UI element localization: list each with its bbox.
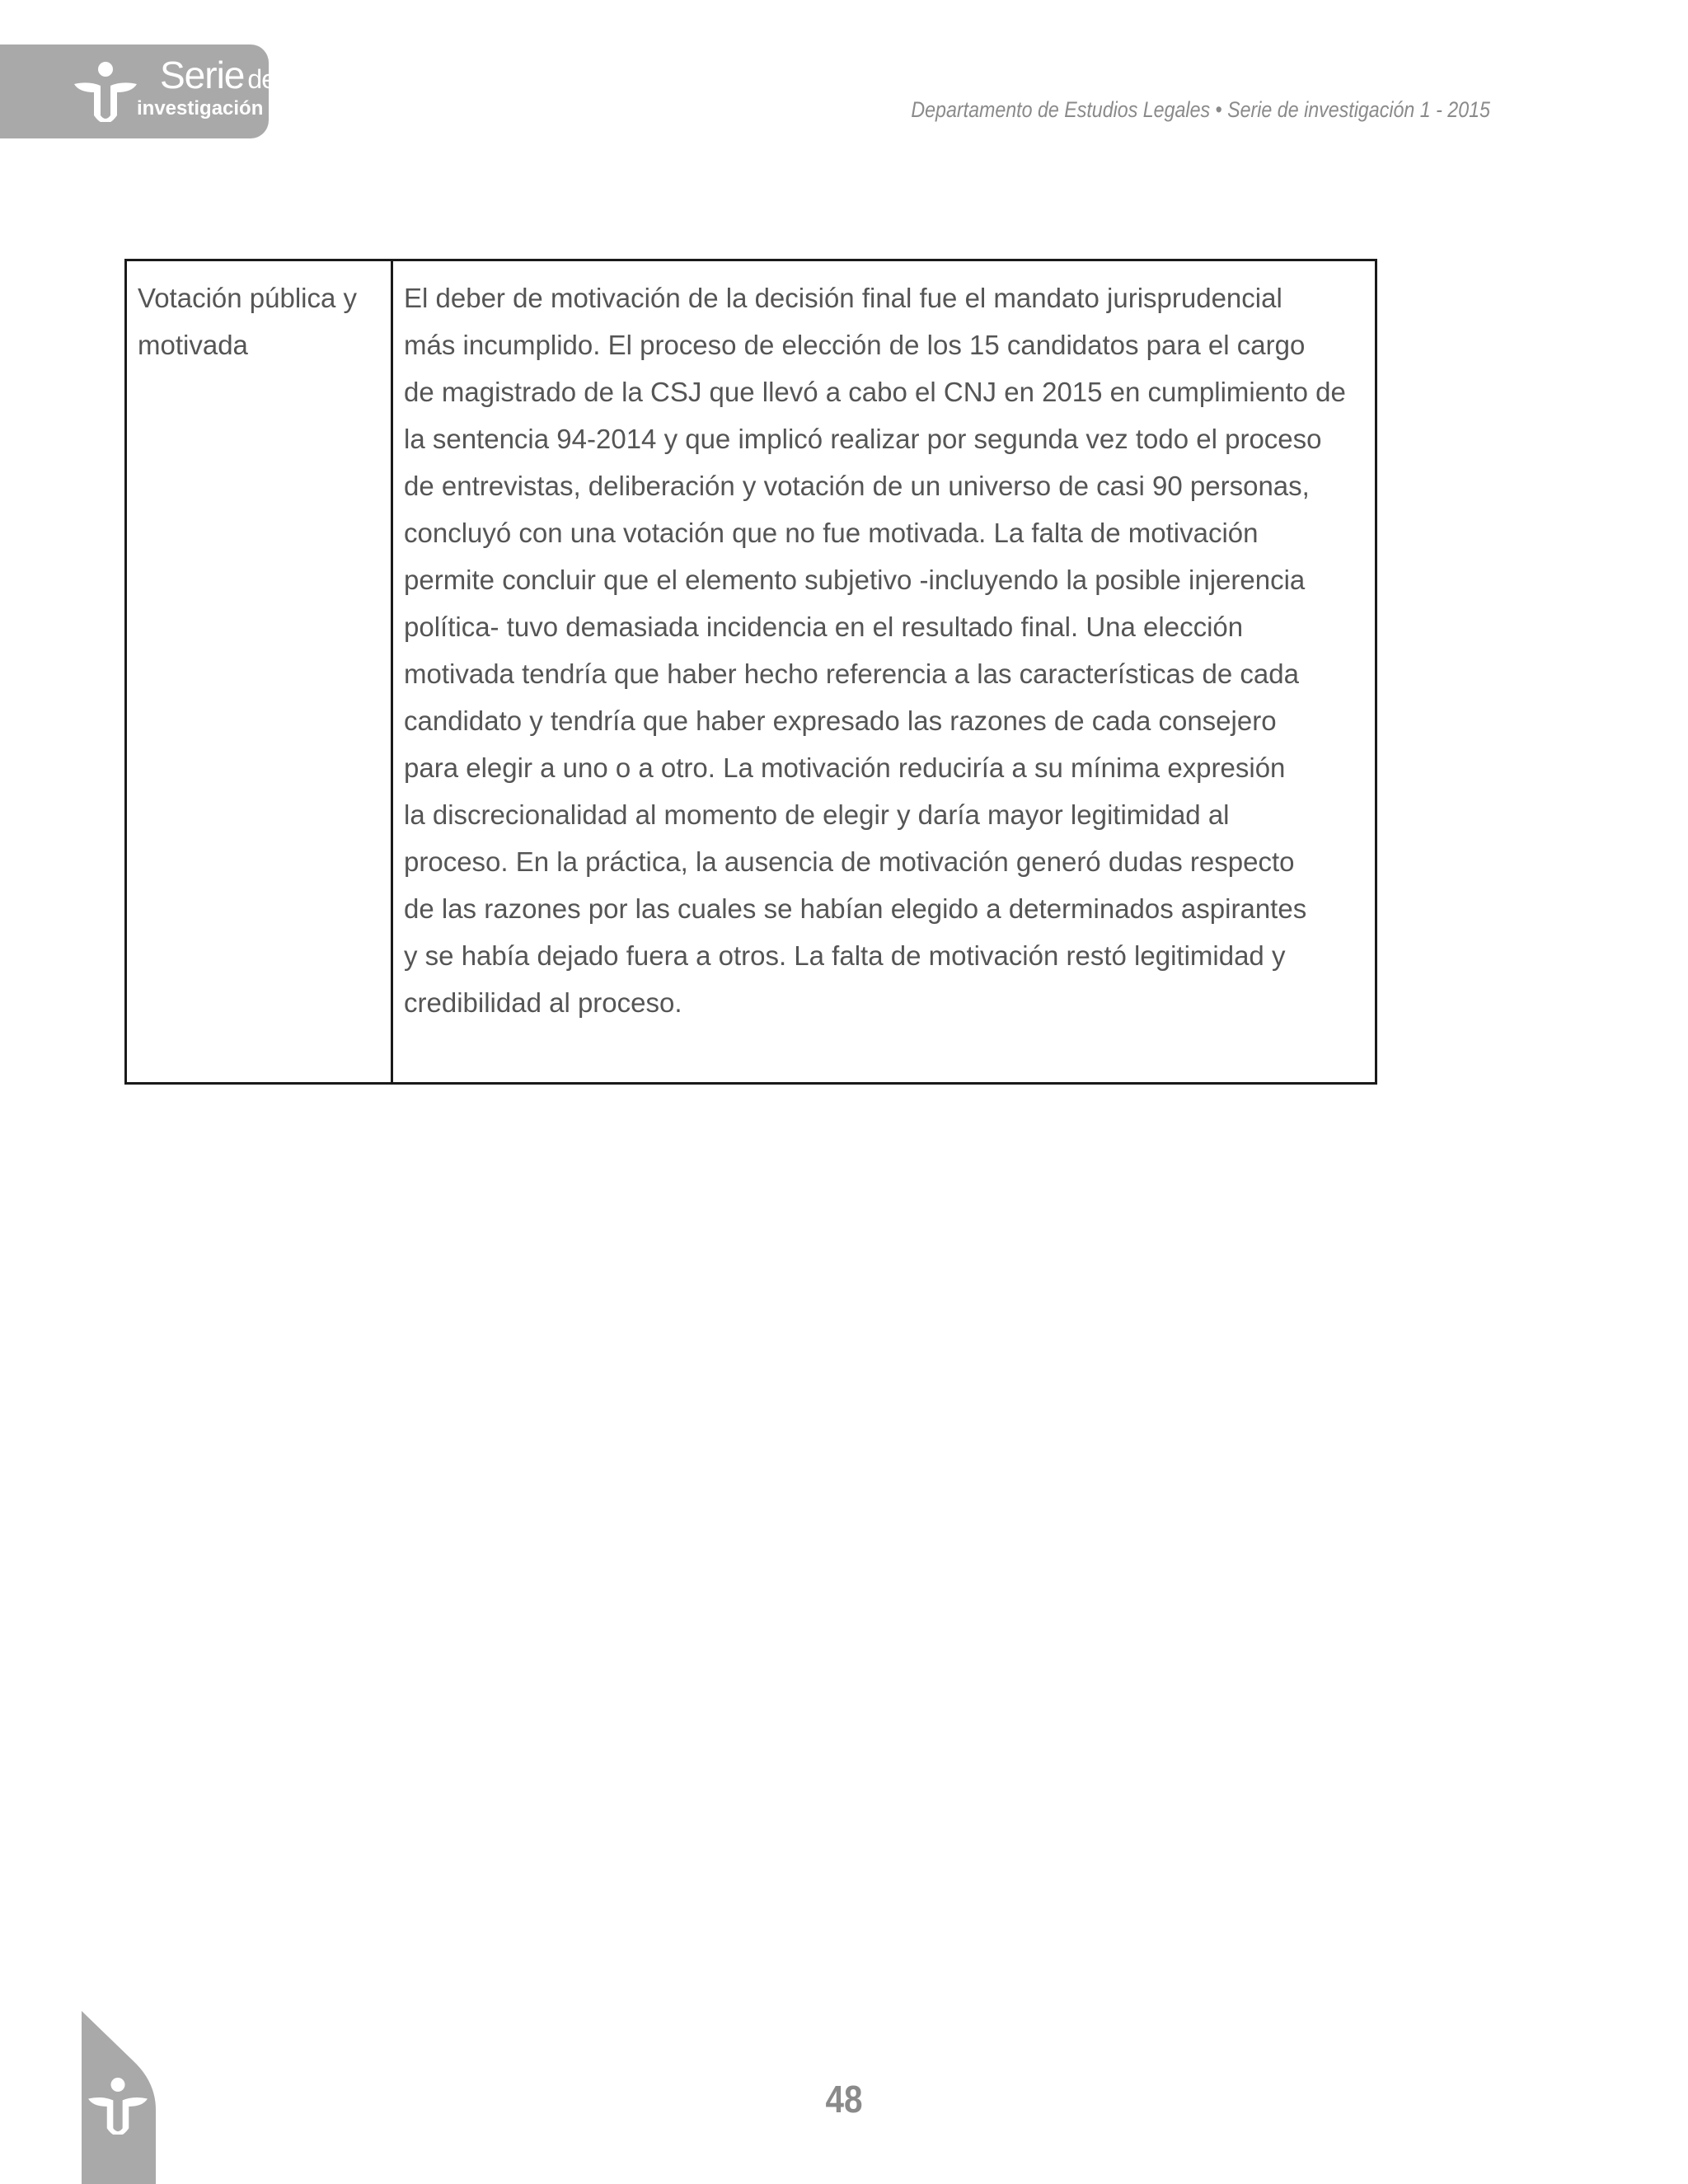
description-line: de magistrado de la CSJ que llevó a cabo el CNJ en 2015 en cumplimiento de (404, 377, 1346, 407)
description-line: política- tuvo demasiada incidencia en el resultado final. Una elección (404, 612, 1244, 642)
description-line: candidato y tendría que haber expresado las razones de cada consejero (404, 705, 1277, 736)
description-text (393, 261, 1375, 1026)
description-line: de las razones por las cuales se habían elegido a determinados aspirantes (404, 893, 1307, 924)
description-line: para elegir a uno o a otro. La motivación reduciría a su mínima expresión (404, 752, 1286, 783)
description-line: El deber de motivación de la decisión final fue el mandato jurisprudencial (404, 283, 1282, 313)
running-header: Departamento de Estudios Legales • Serie de investigación 1 - 2015 (911, 97, 1490, 122)
table-cell-description (392, 260, 1376, 1084)
description-line: motivada tendría que haber hecho referencia a las características de cada (404, 658, 1299, 689)
description-line: credibilidad al proceso. (404, 987, 682, 1018)
label-line: Votación pública y (138, 283, 358, 313)
description-line: más incumplido. El proceso de elección de los 15 candidatos para el cargo (404, 330, 1306, 360)
series-title-de: de (247, 64, 275, 94)
series-badge (0, 45, 275, 138)
table-cell-label (126, 260, 392, 1084)
description-line: de entrevistas, deliberación y votación de un universo de casi 90 personas, (404, 471, 1310, 501)
table-row (126, 260, 1376, 1084)
page-number: 48 (825, 2078, 863, 2121)
series-title (160, 56, 275, 94)
description-line: la discrecionalidad al momento de elegir y daría mayor legitimidad al (404, 799, 1230, 830)
description-line: la sentencia 94-2014 y que implicó realizar por segunda vez todo el proceso (404, 424, 1322, 454)
description-line: permite concluir que el elemento subjetivo -incluyendo la posible injerencia (404, 565, 1306, 595)
label-line: motivada (138, 330, 248, 360)
series-subtitle: investigación (137, 97, 264, 120)
series-title-serie: Serie (160, 54, 245, 96)
person-figure-logo-icon (73, 61, 138, 122)
description-line: proceso. En la práctica, la ausencia de motivación generó dudas respecto (404, 846, 1295, 877)
description-line: y se había dejado fuera a otros. La falta de motivación restó legitimidad y (404, 940, 1286, 971)
description-line: concluyó con una votación que no fue motivada. La falta de motivación (404, 518, 1259, 548)
content-table (124, 259, 1377, 1085)
label-text (127, 261, 391, 368)
